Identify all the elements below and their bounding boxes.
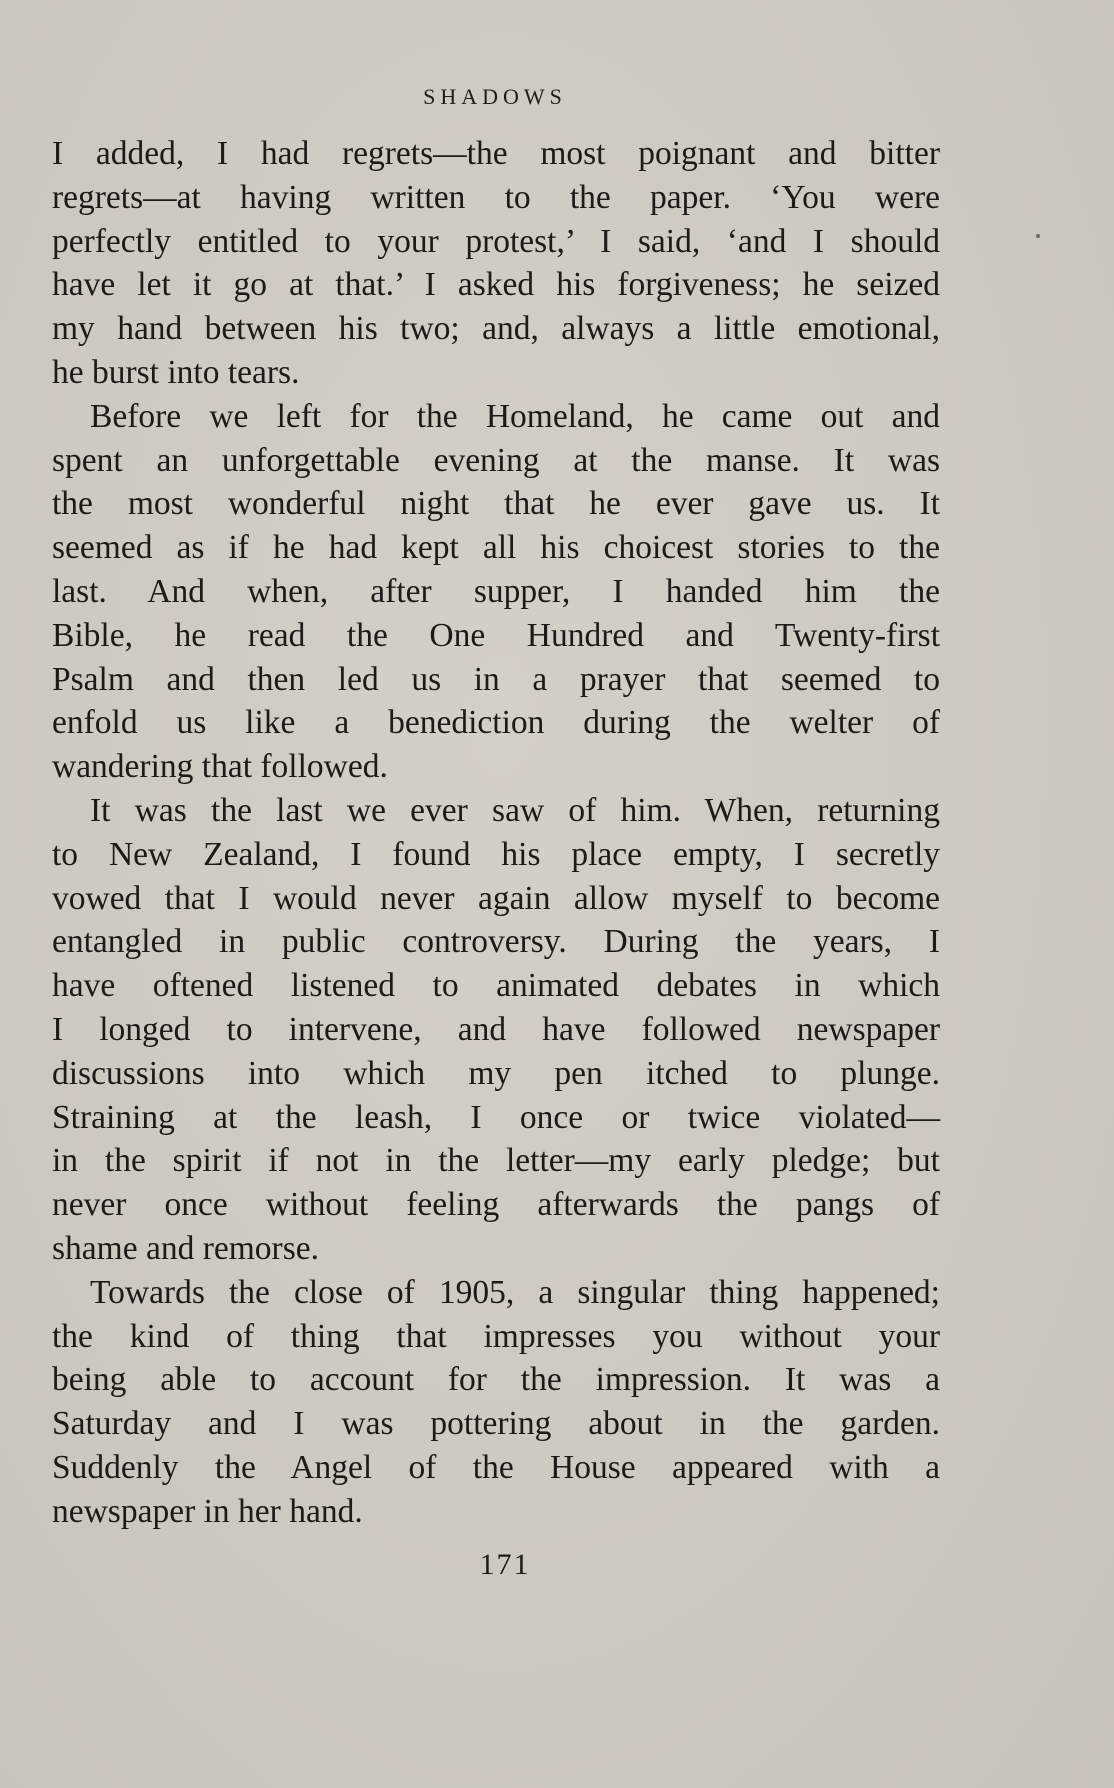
text-line: Psalm and then led us in a prayer that seemed to: [52, 660, 940, 698]
text-line: discussions into which my pen itched to plunge.: [52, 1054, 940, 1092]
text-line: vowed that I would never again allow myself to become: [52, 879, 940, 917]
text-line: wandering that followed.: [52, 748, 388, 786]
text-line: the most wonderful night that he ever gave us. It: [52, 485, 940, 523]
text-line: entangled in public controversy. During the years, I: [52, 923, 940, 961]
text-line: the kind of thing that impresses you without your: [52, 1317, 940, 1355]
text-line: last. And when, after supper, I handed him the: [52, 572, 940, 610]
text-line: seemed as if he had kept all his choicest stories to the: [52, 529, 940, 567]
text-line: being able to account for the impression. It was a: [52, 1361, 940, 1399]
text-line: he burst into tears.: [52, 353, 300, 391]
text-line: Saturday and I was pottering about in the garden.: [52, 1405, 940, 1443]
paragraph: [52, 1271, 940, 1534]
text-line: in the spirit if not in the letter—my early pledge; but: [52, 1142, 940, 1180]
text-line: enfold us like a benediction during the welter of: [52, 704, 940, 742]
body-text: [52, 132, 940, 1534]
page-number: 171: [479, 1548, 531, 1581]
text-line: have oftened listened to animated debates in which: [52, 967, 940, 1005]
paragraph: [52, 132, 940, 395]
text-line: perfectly entitled to your protest,’ I said, ‘and I should: [52, 222, 940, 260]
text-line: I longed to intervene, and have followed newspaper: [52, 1010, 940, 1048]
text-line: Before we left for the Homeland, he came out and: [90, 397, 940, 435]
text-line: have let it go at that.’ I asked his forgiveness; he seized: [52, 266, 940, 304]
text-line: Bible, he read the One Hundred and Twenty-first: [52, 616, 940, 654]
paper-speck: [1036, 234, 1040, 238]
text-line: shame and remorse.: [52, 1229, 319, 1267]
text-line: newspaper in her hand.: [52, 1492, 363, 1530]
text-line: to New Zealand, I found his place empty, I secretly: [52, 835, 940, 873]
running-head: SHADOWS: [423, 84, 567, 109]
text-line: never once without feeling afterwards the pangs of: [52, 1186, 940, 1224]
text-line: Towards the close of 1905, a singular thing happened;: [90, 1273, 940, 1311]
text-line: my hand between his two; and, always a little emotional,: [52, 310, 940, 348]
text-line: regrets—at having written to the paper. ‘You were: [52, 178, 940, 216]
paragraph: [52, 789, 940, 1271]
text-line: Suddenly the Angel of the House appeared with a: [52, 1448, 940, 1486]
text-line: spent an unforgettable evening at the manse. It was: [52, 441, 940, 479]
paragraph: [52, 395, 940, 789]
text-line: Straining at the leash, I once or twice violated—: [52, 1098, 940, 1136]
text-line: I added, I had regrets—the most poignant and bitter: [52, 135, 940, 172]
text-line: It was the last we ever saw of him. When, returning: [90, 791, 940, 829]
